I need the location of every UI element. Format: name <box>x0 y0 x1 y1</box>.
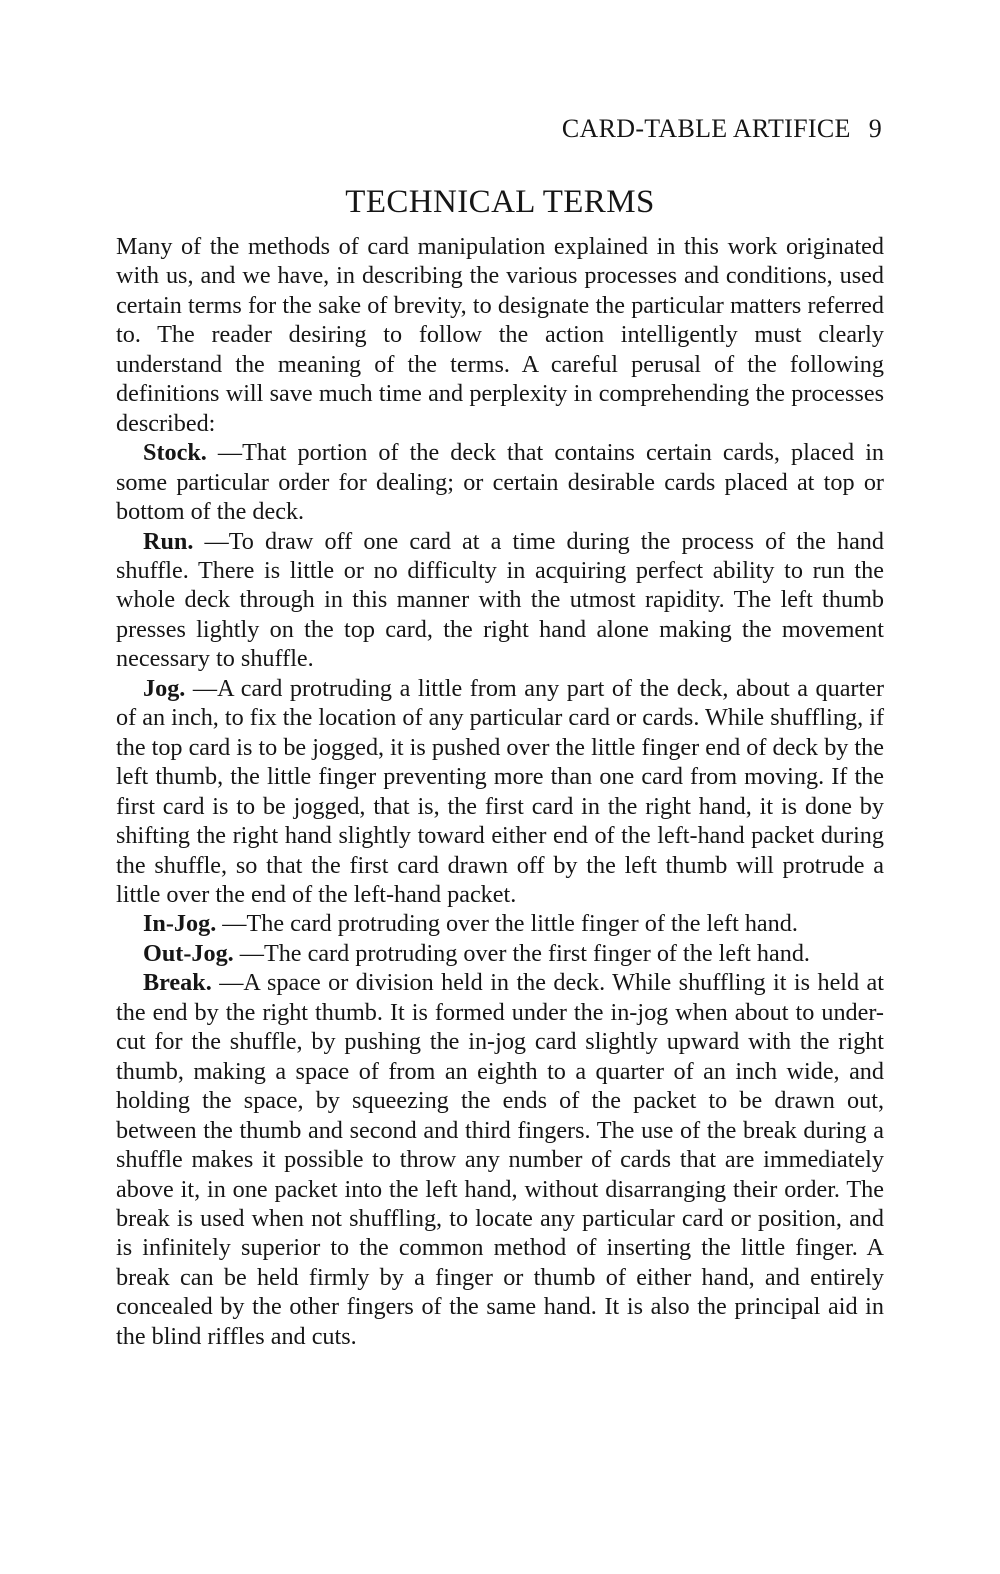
running-title: CARD-TABLE ARTIFICE <box>561 114 851 143</box>
definition-run <box>116 527 884 674</box>
definition-text: —That portion of the deck that contains certain cards, placed in some particular order for dealing; or certain desirable cards placed at top or bottom of the deck. <box>116 439 885 526</box>
running-header <box>562 112 882 146</box>
definition-text: —To draw off one card at a time during the process of the hand shuffle. There is little or no difficulty in acquiring perfect ability to run the whole deck through in this manner with the utmost rapidity. The left thumb presses lightly on the top card, the right hand alone making the movement necessary to shuffle. <box>116 527 884 673</box>
term-out-jog: Out-Jog. <box>143 939 234 967</box>
term-in-jog: In-Jog. <box>143 910 217 938</box>
page-body <box>116 232 884 1351</box>
page-number: 9 <box>868 114 882 143</box>
definition-out-jog <box>116 939 884 968</box>
definition-text: —A card protruding a little from any part of the deck, about a quarter of an inch, to fix the location of any particular card or cards. While shuffling, if the top card is to be jogged, it is pushed over the little finger end of deck by the left thumb, the little finger preventing more than one card from moving. If the first card is to be jogged, that is, the first card in the right hand, it is done by shifting the right hand slightly toward either end of the left-hand packet during the shuffle, so that the first card drawn off by the left thumb will protrude a little over the end of the left-hand packet. <box>116 674 884 908</box>
term-break: Break. <box>143 969 212 997</box>
definition-text: —The card protruding over the first finger of the left hand. <box>239 939 810 967</box>
definition-jog <box>116 674 884 910</box>
section-title: TECHNICAL TERMS <box>345 184 655 220</box>
term-jog: Jog. <box>143 674 186 702</box>
definition-text: —A space or division held in the deck. While shuffling it is held at the end by the right thumb. It is formed under the in-jog when about to under-cut for the shuffle, by pushing the in-jog card slightly upward with the right thumb, making a space of from an eighth to a quarter of an inch wide, and holding the space, by squeezing the ends of the packet to be drawn out, between the thumb and second and third fingers. The use of the break during a shuffle makes it possible to throw any number of cards that are immediately above it, in one packet into the left hand, without disarranging their order. The break is used when not shuffling, to locate any particular card or position, and is infinitely superior to the common method of inserting the little finger. A break can be held firmly by a finger or thumb of either hand, and entirely concealed by the other fingers of the same hand. It is also the principal aid in the blind riffles and cuts. <box>116 969 885 1350</box>
definition-stock <box>116 438 884 526</box>
term-run: Run. <box>143 527 194 555</box>
intro-paragraph: Many of the methods of card manipulation explained in this work originated with us, and we have, in describing the various processes and conditions, used certain terms for the sake of brevity, to designate the particular matters referred to. The reader desiring to follow the action intelligently must clearly understand the meaning of the terms. A careful perusal of the following definitions will save much time and perplexity in comprehending the processes described: <box>116 233 884 437</box>
definition-break <box>116 968 884 1351</box>
term-stock: Stock. <box>143 439 207 467</box>
definition-in-jog <box>116 909 884 938</box>
definition-text: —The card protruding over the little finger of the left hand. <box>222 910 798 938</box>
